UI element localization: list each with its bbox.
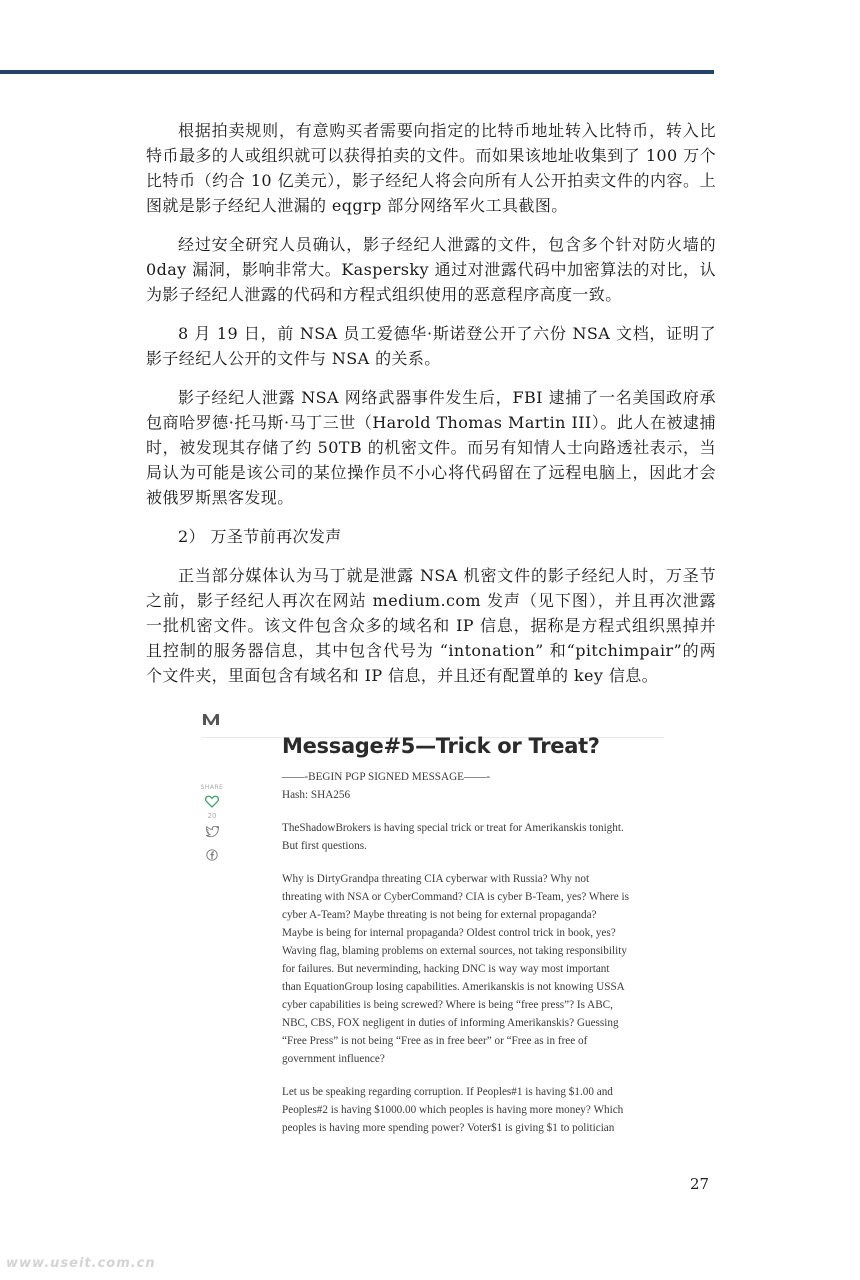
text-line: NBC, CBS, FOX negligent in duties of informing Amerikanskis? Guessing <box>282 1017 619 1029</box>
paragraph-auction-rules: 根据拍卖规则，有意购买者需要向指定的比特币地址转入比特币，转入比特币最多的人或组织就可以获得拍卖的文件。而如果该地址收集到了 100 万个比特币（约合 10 亿美元），影子经纪人将会向所有人公开拍卖文件的内容。上图就是影子经纪人泄漏的 eqgrp 部分网络军火工具截图。 <box>146 121 716 215</box>
post-title: Message#5—Trick or Treat? <box>282 734 600 758</box>
text-line: cyber capabilities is being screwed? Where is being “free press”? Is ABC, <box>282 999 613 1011</box>
site-watermark: www.useit.com.cn <box>6 1256 156 1271</box>
share-label: SHARE <box>200 784 224 791</box>
text-line: government influence? <box>282 1053 385 1065</box>
text-line: Let us be speaking regarding corruption. If Peoples#1 is having $1.00 and <box>282 1086 613 1098</box>
text-line: Maybe is being for internal propaganda? Oldest control trick in book, yes? <box>282 927 616 939</box>
share-rail <box>196 784 228 861</box>
section-heading: 2） 万圣节前再次发声 <box>178 527 342 546</box>
article-body <box>146 118 716 702</box>
intro-paragraph <box>282 819 664 855</box>
text-line: “Free Press” is not being “Free as in free beer” or “Free as in free of <box>282 1035 588 1047</box>
text-line: cyber A-Team? Maybe threating is not being for external propaganda? <box>282 909 597 921</box>
text-line: Peoples#2 is having $1000.00 which peoples is having more money? Which <box>282 1104 624 1116</box>
paragraph-security-research: 经过安全研究人员确认，影子经纪人泄露的文件，包含多个针对防火墙的 0day 漏洞，影响非常大。Kaspersky 通过对泄露代码中加密算法的对比，认为影子经纪人泄露的代码和方程式组织使用的恶意程序高度一致。 <box>146 235 716 304</box>
corruption-paragraph <box>282 1083 664 1137</box>
text-line: for failures. But neverminding, hacking DNC is way way most important <box>282 963 610 975</box>
paragraph-halloween-leak: 正当部分媒体认为马丁就是泄露 NSA 机密文件的影子经纪人时，万圣节之前，影子经纪人再次在网站 medium.com 发声（见下图），并且再次泄露一批机密文件。该文件包含众多的域名和 IP 信息，据称是方程式组织黑掉并且控制的服务器信息，其中包含代号为 “intonation” 和“pitchimpair”的两个文件夹，里面包含有域名和 IP 信息，并且还有配置单的 key 信息。 <box>146 566 716 685</box>
text-line: TheShadowBrokers is having special trick or treat for Amerikanskis tonight. <box>282 822 624 834</box>
pgp-line: Hash: SHA256 <box>282 789 351 801</box>
text-line: Why is DirtyGrandpa threating CIA cyberwar with Russia? Why not <box>282 873 590 885</box>
facebook-icon[interactable] <box>206 849 218 861</box>
header-rule <box>0 70 714 74</box>
page-number: 27 <box>690 1175 710 1193</box>
text-line: than EquationGroup losing capabilities. Amerikanskis is not knowing USSA <box>282 981 625 993</box>
medium-post-screenshot <box>196 704 666 1144</box>
recommend-count: 20 <box>207 812 217 820</box>
heart-icon[interactable] <box>205 795 219 808</box>
medium-logo-icon <box>202 712 220 726</box>
questions-paragraph <box>282 870 664 1068</box>
pgp-header <box>282 768 664 804</box>
post-body <box>282 768 664 1144</box>
paragraph-fbi-arrest: 影子经纪人泄露 NSA 网络武器事件发生后，FBI 逮捕了一名美国政府承包商哈罗德·托马斯·马丁三世（Harold Thomas Martin III）。此人在被逮捕时，被发现其存储了约 50TB 的机密文件。而另有知情人士向路透社表示，当局认为可能是该公司的某位操作员不小心将代码留在了远程电脑上，因此才会被俄罗斯黑客发现。 <box>146 388 716 507</box>
pgp-line: ——-BEGIN PGP SIGNED MESSAGE——- <box>282 771 491 783</box>
text-line: But first questions. <box>282 840 367 852</box>
text-line: peoples is having more spending power? Voter$1 is giving $1 to politician <box>282 1122 615 1134</box>
text-line: Waving flag, blaming problems on external sources, not taking responsibility <box>282 945 627 957</box>
text-line: threating with NSA or CyberCommand? CIA is cyber B-Team, yes? Where is <box>282 891 629 903</box>
paragraph-snowden: 8 月 19 日，前 NSA 员工爱德华·斯诺登公开了六份 NSA 文档，证明了影子经纪人公开的文件与 NSA 的关系。 <box>146 324 716 368</box>
twitter-icon[interactable] <box>206 826 219 837</box>
